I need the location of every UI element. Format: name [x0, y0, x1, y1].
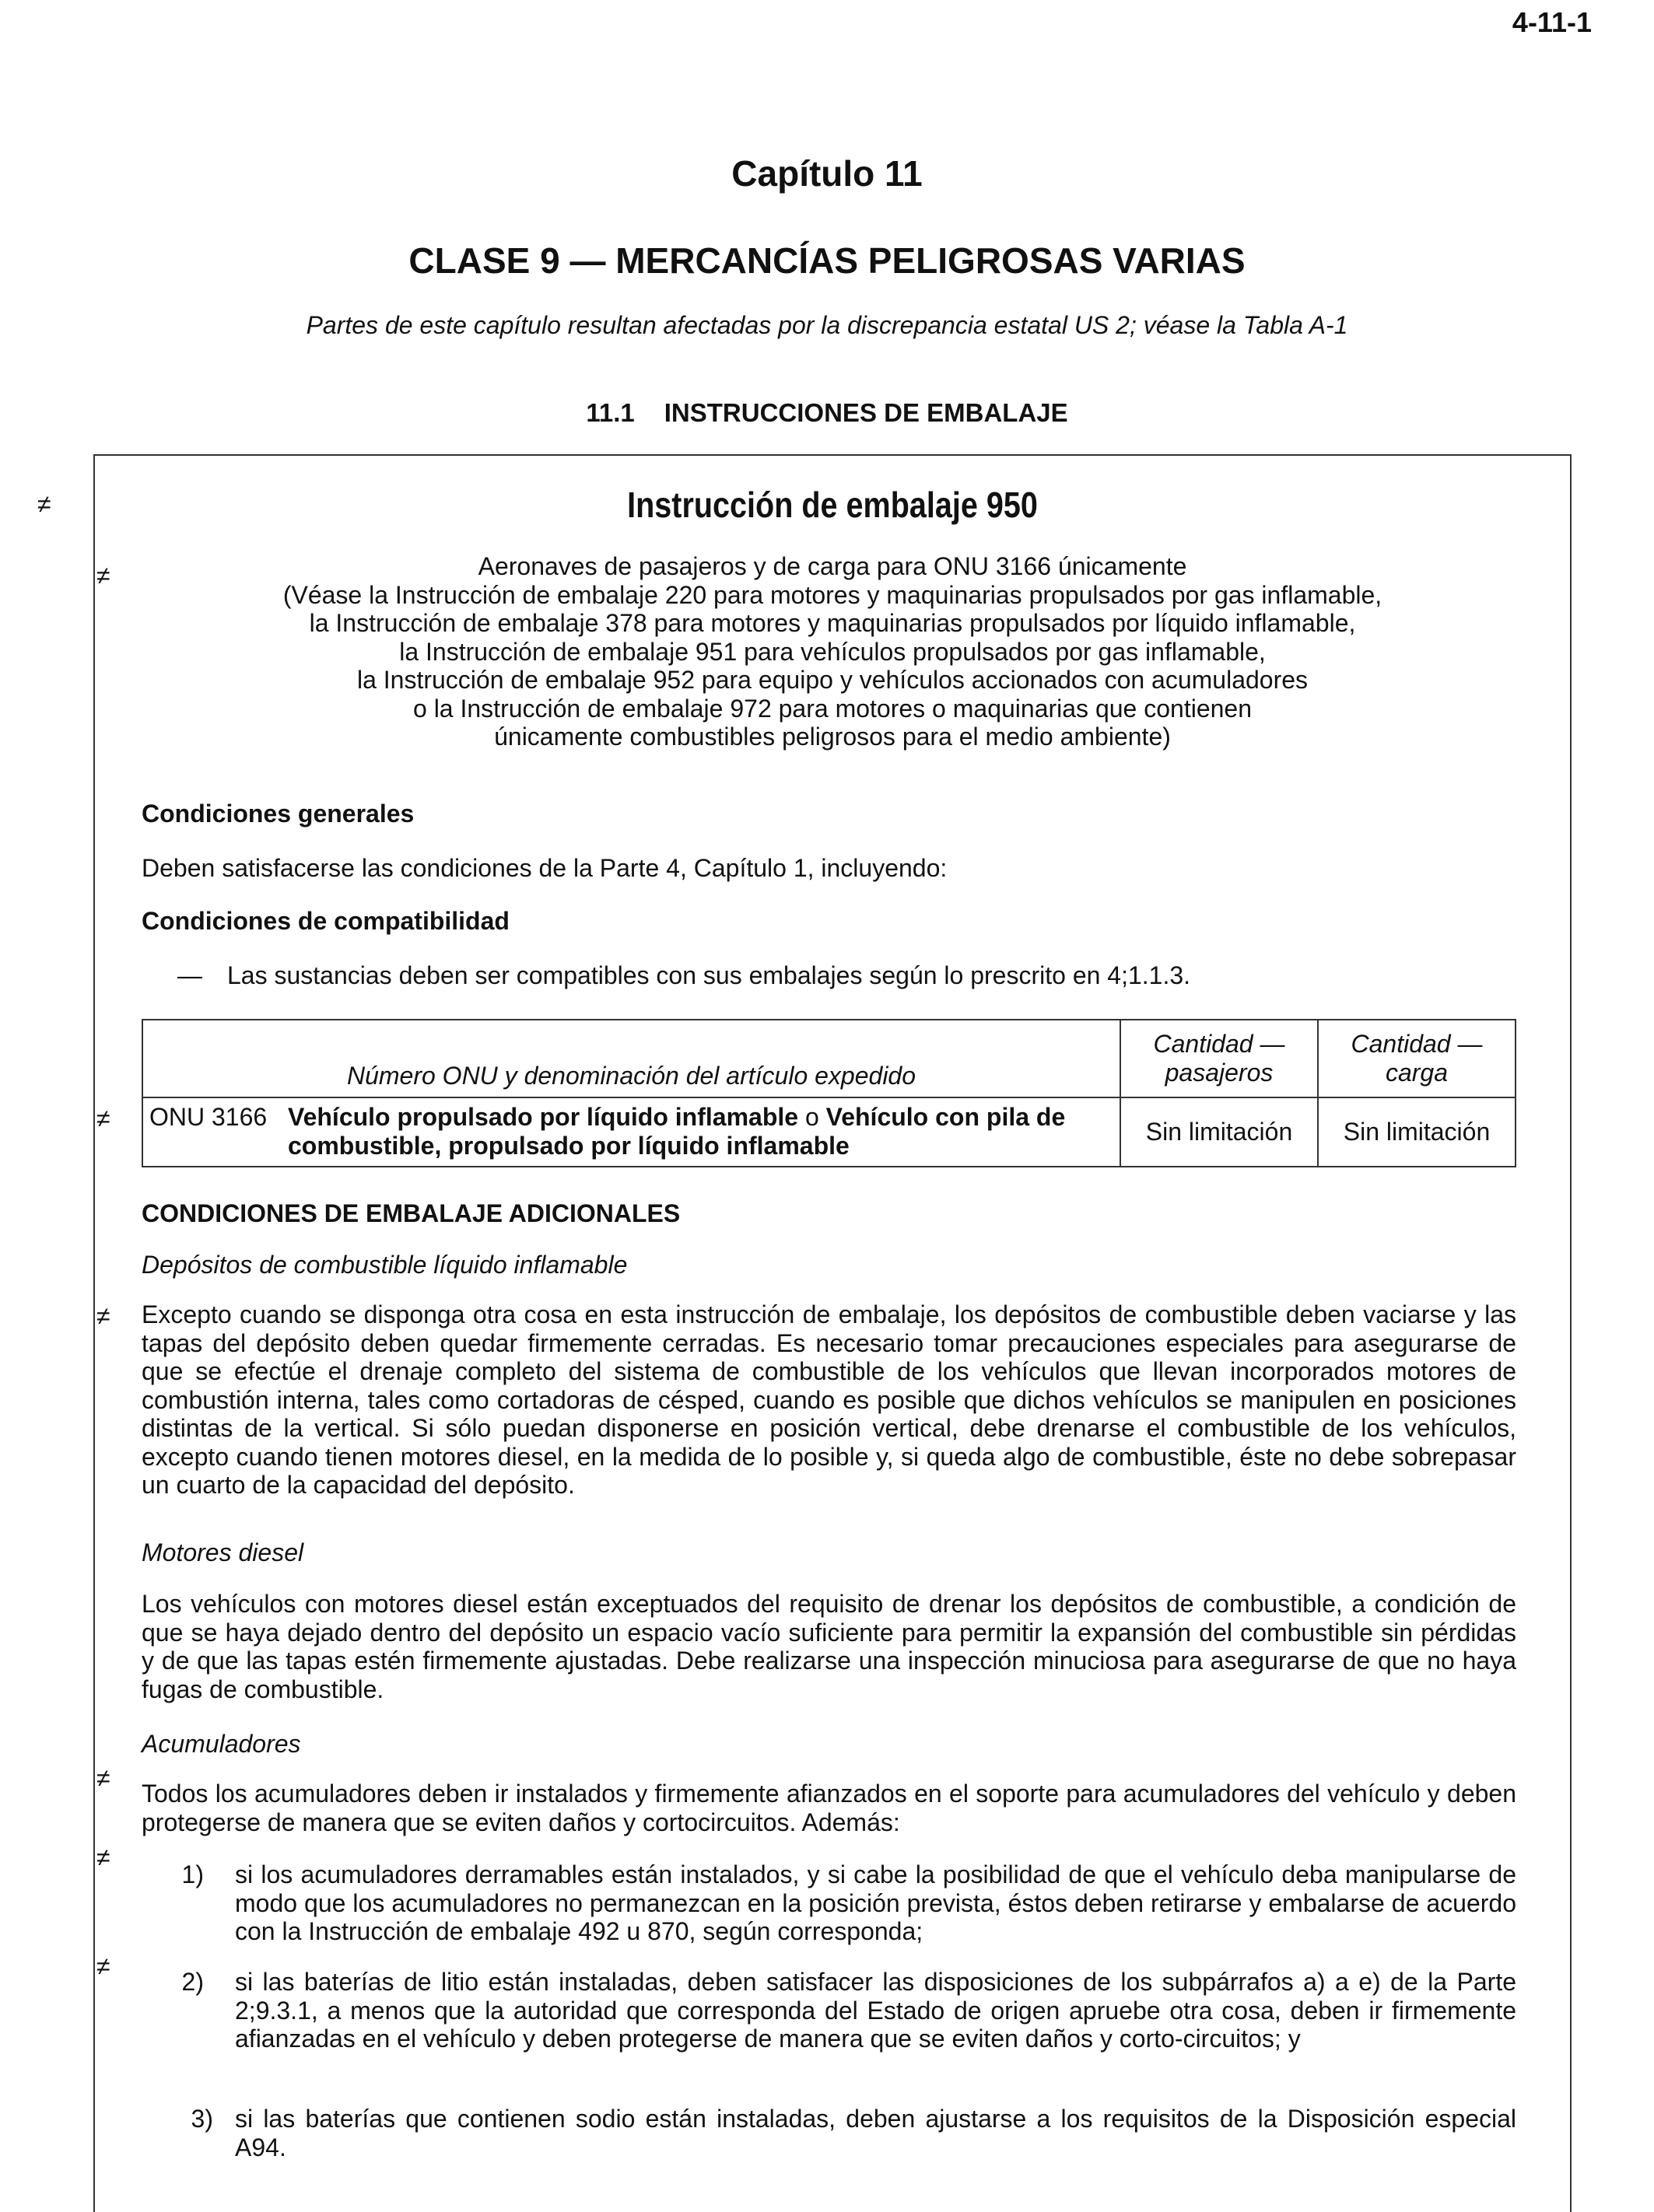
list-number: 2) [181, 1968, 204, 1996]
table-header-row [142, 1020, 1516, 1097]
additional-heading: CONDICIONES DE EMBALAJE ADICIONALES [142, 1199, 681, 1227]
change-mark-title: ≠ [37, 490, 51, 518]
table-cell-cargo: Sin limitación [1318, 1097, 1516, 1167]
list-item: si los acumuladores derramables están instalados, y si cabe la posibilidad de que el vehículo deba manipularse de modo que los acumuladores no permanezcan en la posición prevista, éstos deben retirarse y embalarse de acuerdo con la Instrucción de embalaje 492 u 870, según corresponda; [235, 1860, 1516, 1945]
change-mark-scope: ≠ [96, 562, 110, 590]
list-number: 1) [181, 1860, 204, 1888]
page-number: 4-11-1 [1512, 6, 1592, 38]
col-header-passenger-line2: pasajeros [1165, 1059, 1274, 1087]
compat-heading: Condiciones de compatibilidad [142, 907, 510, 935]
section-heading [0, 398, 1654, 428]
battery-text: Todos los acumuladores deben ir instalados y firmemente afianzados en el soporte para acumuladores del vehículo y deben protegerse de manera que se eviten daños y cortocircuitos. Además: [142, 1780, 1516, 1836]
chapter-title: Capítulo 11 [731, 153, 923, 194]
scope-line: la Instrucción de embalaje 951 para vehículos propulsados por gas inflamable, [399, 637, 1266, 666]
col-header-cargo-line2: carga [1385, 1059, 1449, 1087]
change-mark-list-1: ≠ [96, 1843, 110, 1871]
scope-line: (Véase la Instrucción de embalaje 220 para motores y maquinarias propulsados por gas inflamable, [282, 580, 1382, 609]
table-row [142, 1097, 1516, 1167]
scope-line: Aeronaves de pasajeros y de carga para ONU 3166 únicamente [478, 552, 1187, 580]
section-number: 11.1 [586, 398, 635, 427]
change-mark-table: ≠ [96, 1104, 110, 1132]
scope-line: o la Instrucción de embalaje 972 para motores o maquinarias que contienen [413, 694, 1252, 723]
scope-line: únicamente combustibles peligrosos para el medio ambiente) [494, 723, 1171, 751]
list-number: 3) [191, 2105, 213, 2133]
list-item: si las baterías que contienen sodio están instaladas, deben ajustarse a los requisitos de la Disposición especial A94. [235, 2105, 1516, 2161]
table-cell-description [142, 1097, 1120, 1167]
scope-line: la Instrucción de embalaje 952 para equipo y vehículos accionados con acumuladores [356, 666, 1309, 694]
list-item: si las baterías de litio están instaladas, deben satisfacer las disposiciones de los subpárrafos a) a e) de la Parte 2;9.3.1, a menos que la autoridad que corresponda del Estado de origen apruebe otra cosa, deben ir firmemente afianzadas en el vehículo y deben protegerse de manera que se eviten daños y corto-circuitos; y [235, 1968, 1516, 2053]
battery-heading: Acumuladores [142, 1730, 301, 1758]
scope-line: la Instrucción de embalaje 378 para motores y maquinarias propulsados por líquido inflamable, [309, 609, 1356, 637]
col-header-cargo [1318, 1020, 1516, 1097]
scope-block [93, 552, 1572, 751]
compat-dash: — [177, 961, 202, 989]
packing-instruction-title: Instrucción de embalaje 950 [627, 485, 1038, 525]
shipping-name-b: Vehículo con pila de combustible, propulsado por líquido inflamable [288, 1103, 1066, 1160]
col-header-passenger [1120, 1020, 1318, 1097]
change-mark-fuel: ≠ [96, 1302, 110, 1330]
change-mark-battery: ≠ [96, 1764, 110, 1792]
fuel-heading: Depósitos de combustible líquido inflamable [142, 1251, 628, 1279]
col-header-cargo-line1: Cantidad — [1351, 1030, 1483, 1058]
shipping-name-a: Vehículo propulsado por líquido inflamable [288, 1103, 799, 1131]
affected-note: Partes de este capítulo resultan afectadas por la discrepancia estatal US 2; véase la Tabla A-1 [306, 311, 1348, 339]
general-heading: Condiciones generales [142, 800, 415, 828]
diesel-heading: Motores diesel [142, 1538, 304, 1566]
class-title: CLASE 9 — MERCANCÍAS PELIGROSAS VARIAS [408, 240, 1246, 281]
shipping-name [288, 1103, 1081, 1160]
col-header-passenger-line1: Cantidad — [1153, 1030, 1285, 1058]
section-title: INSTRUCCIONES DE EMBALAJE [664, 398, 1068, 427]
table-cell-passenger: Sin limitación [1120, 1097, 1318, 1167]
diesel-text: Los vehículos con motores diesel están exceptuados del requisito de drenar los depósitos de combustible, a condición de que se haya dejado dentro del depósito un espacio vacío suficiente para permitir la expansión del combustible sin pérdidas y de que las tapas estén firmemente ajustadas. Debe realizarse una inspección minuciosa para asegurarse de que no haya fugas de combustible. [142, 1590, 1516, 1703]
quantity-table [142, 1019, 1516, 1167]
fuel-text: Excepto cuando se disponga otra cosa en esta instrucción de embalaje, los depósitos de combustible deben vaciarse y las tapas del depósito deben quedar firmemente cerradas. Es necesario tomar precauciones especiales para asegurarse de que se efectúe el drenaje completo del sistema de combustible de los vehículos que llevan incorporados motores de combustión interna, tales como cortadoras de césped, cuando es posible que dichos vehículos se manipulen en posiciones distintas de la vertical. Si sólo puedan disponerse en posición vertical, debe drenarse el combustible de los vehículos, excepto cuando tienen motores diesel, en la medida de lo posible y, si queda algo de combustible, éste no debe sobrepasar un cuarto de la capacidad del depósito. [142, 1300, 1516, 1499]
shipping-name-conj: o [804, 1103, 819, 1131]
change-mark-list-2: ≠ [96, 1952, 110, 1980]
general-text: Deben satisfacerse las condiciones de la Parte 4, Capítulo 1, incluyendo: [142, 854, 948, 882]
un-number: ONU 3166 [149, 1103, 268, 1131]
col-header-description: Número ONU y denominación del artículo expedido [142, 1020, 1120, 1097]
compat-bullet: Las sustancias deben ser compatibles con sus embalajes según lo prescrito en 4;1.1.3. [227, 961, 1191, 989]
